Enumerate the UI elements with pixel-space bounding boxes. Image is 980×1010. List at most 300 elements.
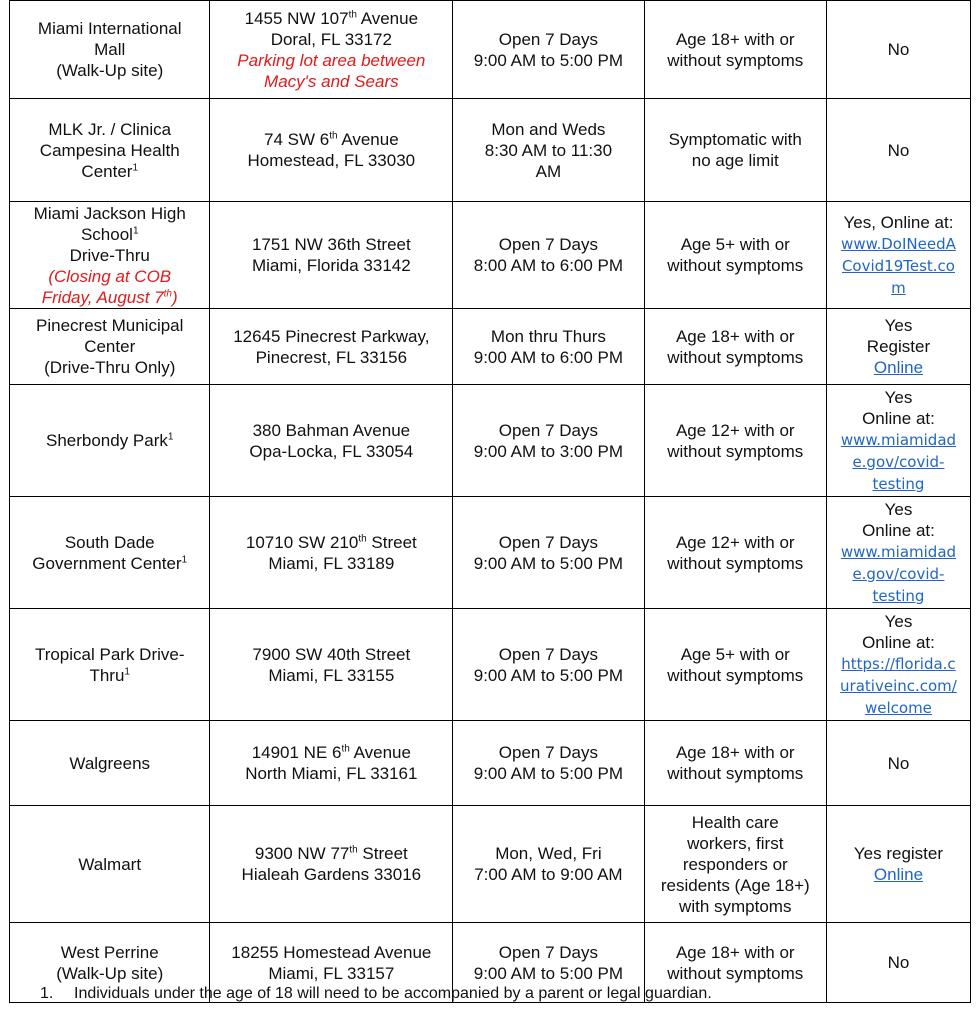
site-name-line xyxy=(14,245,205,266)
site-address-line xyxy=(214,326,448,347)
site-address-line xyxy=(214,8,448,29)
line-text: Campesina Health xyxy=(39,140,180,160)
line-text: Hialeah Gardens 33016 xyxy=(241,865,422,884)
superscript: 1 xyxy=(167,431,174,443)
site-name-cell xyxy=(10,385,210,497)
site-hours-cell xyxy=(453,385,644,497)
line-text: 14901 NE 6 xyxy=(251,743,342,762)
site-name-line xyxy=(14,430,205,451)
line-text: 7:00 AM to 9:00 AM xyxy=(474,865,623,884)
line-text: e.gov/covid- xyxy=(852,564,945,583)
line-text: Homestead, FL 33030 xyxy=(247,151,416,170)
line-text: Online at: xyxy=(862,520,935,540)
line-text: 18255 Homestead Avenue xyxy=(231,942,432,962)
line-text: testing xyxy=(872,474,925,493)
line-text: 12645 Pinecrest Parkway, xyxy=(233,326,430,346)
line-text: Symptomatic with xyxy=(668,130,802,149)
line-text: Yes xyxy=(884,499,913,519)
line-text: without symptoms xyxy=(667,347,804,367)
line-text: 9:00 AM to 5:00 PM xyxy=(473,50,624,70)
line-text: Miami Jackson High xyxy=(33,203,186,223)
site-eligibility-line xyxy=(649,326,822,347)
site-eligibility-line xyxy=(649,347,822,368)
line-text-suffix: Street xyxy=(366,532,417,552)
site-appointment-line xyxy=(831,843,966,864)
line-text: 9:00 AM to 6:00 PM xyxy=(473,347,624,367)
site-address-cell xyxy=(210,309,453,385)
registration-link[interactable] xyxy=(831,864,966,885)
line-text: Health care xyxy=(691,812,779,832)
site-hours-line xyxy=(457,763,639,784)
line-text: Mon and Weds xyxy=(491,119,606,139)
line-text: Government Center xyxy=(32,553,182,573)
superscript: th xyxy=(348,8,357,20)
superscript: th xyxy=(329,130,338,142)
line-text: Miami, FL 33157 xyxy=(268,963,395,983)
table-row xyxy=(10,385,971,497)
line-text: without symptoms xyxy=(667,665,804,685)
site-eligibility-line xyxy=(649,50,822,71)
line-text: Age 5+ with or xyxy=(680,644,790,664)
site-name-line xyxy=(14,753,205,774)
site-name-line xyxy=(14,287,205,308)
line-text: Age 12+ with or xyxy=(675,420,795,440)
site-name-line xyxy=(14,553,205,574)
site-hours-line xyxy=(457,532,639,553)
superscript: th xyxy=(163,287,172,299)
site-eligibility-cell xyxy=(644,385,826,497)
site-hours-line xyxy=(457,864,639,885)
registration-link[interactable] xyxy=(831,541,966,563)
table-row xyxy=(10,1,971,99)
site-eligibility-cell xyxy=(644,721,826,806)
site-hours-cell xyxy=(453,721,644,806)
line-text: 9:00 AM to 3:00 PM xyxy=(473,441,624,461)
line-text: welcome xyxy=(864,698,932,717)
site-eligibility-line xyxy=(649,665,822,686)
site-name-line xyxy=(14,119,205,140)
site-name-line xyxy=(14,942,205,963)
site-hours-cell xyxy=(453,309,644,385)
site-name-line xyxy=(14,854,205,875)
line-text: m xyxy=(891,278,906,297)
line-text: Yes xyxy=(884,316,913,335)
line-text: 9:00 AM to 5:00 PM xyxy=(473,553,624,573)
line-text: Pinecrest, FL 33156 xyxy=(255,347,408,367)
site-name-line xyxy=(14,266,205,287)
site-address-cell xyxy=(210,806,453,923)
line-text: www.DoINeedA xyxy=(841,234,956,253)
line-text: Open 7 Days xyxy=(498,532,599,552)
line-text: MLK Jr. / Clinica xyxy=(48,119,172,139)
line-text: Age 18+ with or xyxy=(675,29,795,49)
line-text: Online xyxy=(873,358,924,377)
registration-link[interactable] xyxy=(831,563,966,585)
site-hours-line xyxy=(457,255,639,276)
line-text: Covid19Test.co xyxy=(841,256,955,275)
registration-link[interactable] xyxy=(831,277,966,299)
table-row xyxy=(10,202,971,309)
line-text: Miami, FL 33189 xyxy=(268,553,395,573)
superscript: 1 xyxy=(124,665,130,677)
line-text: Walmart xyxy=(78,854,142,874)
table-row xyxy=(10,497,971,609)
line-text: No xyxy=(887,40,910,59)
site-address-line xyxy=(214,420,448,441)
line-text: Miami, FL 33155 xyxy=(268,665,395,685)
site-address-line xyxy=(214,255,448,276)
table-body xyxy=(10,1,971,1003)
site-address-line xyxy=(214,129,448,150)
site-appointment-cell xyxy=(826,202,970,309)
registration-link[interactable] xyxy=(831,473,966,495)
site-hours-cell xyxy=(453,806,644,923)
line-text: Center xyxy=(84,337,136,356)
line-text: Friday, August 7 xyxy=(41,287,164,307)
site-eligibility-line xyxy=(649,742,822,763)
site-appointment-line xyxy=(831,336,966,357)
site-eligibility-line xyxy=(649,441,822,462)
line-text: with symptoms xyxy=(679,896,792,916)
line-text: Yes xyxy=(884,387,913,407)
site-appointment-line xyxy=(831,408,966,429)
line-text: Age 18+ with or xyxy=(675,326,795,346)
line-text: Walgreens xyxy=(69,753,151,773)
line-text: no age limit xyxy=(691,151,779,170)
site-eligibility-line xyxy=(649,963,822,984)
site-eligibility-line xyxy=(649,812,822,833)
site-name-line xyxy=(14,18,205,39)
site-address-line xyxy=(214,441,448,462)
line-text: (Closing at COB xyxy=(48,266,172,286)
site-name-line xyxy=(14,665,205,686)
site-appointment-cell xyxy=(826,385,970,497)
registration-link[interactable] xyxy=(831,697,966,719)
line-text: Age 18+ with or xyxy=(675,743,795,762)
site-address-line xyxy=(214,942,448,963)
line-text: Open 7 Days xyxy=(498,235,599,254)
site-hours-line xyxy=(457,942,639,963)
site-name-line xyxy=(14,39,205,60)
line-text: Yes, Online at: xyxy=(843,212,954,232)
site-hours-cell xyxy=(453,1,644,99)
line-text: Online at: xyxy=(862,632,935,652)
site-name-line xyxy=(14,315,205,336)
line-text: Drive-Thru xyxy=(69,245,150,265)
site-eligibility-line xyxy=(649,553,822,574)
line-text: Age 12+ with or xyxy=(675,532,795,552)
line-text: 9:00 AM to 5:00 PM xyxy=(473,665,624,685)
line-text: Open 7 Days xyxy=(498,29,599,49)
registration-link[interactable] xyxy=(831,429,966,451)
site-appointment-line xyxy=(831,140,966,161)
registration-link[interactable] xyxy=(831,451,966,473)
site-name-line xyxy=(14,532,205,553)
superscript: th xyxy=(341,743,350,755)
table-row xyxy=(10,309,971,385)
line-text: Yes xyxy=(884,611,913,631)
line-text: Online at: xyxy=(862,408,935,428)
site-address-cell xyxy=(210,202,453,309)
site-eligibility-cell xyxy=(644,202,826,309)
line-text: Parking lot area between xyxy=(237,50,426,70)
site-appointment-cell xyxy=(826,806,970,923)
site-hours-line xyxy=(457,140,639,161)
table-row xyxy=(10,721,971,806)
line-text: 1751 NW 36th Street xyxy=(251,235,411,254)
registration-link[interactable] xyxy=(831,675,966,697)
line-text: No xyxy=(887,140,910,160)
footnote xyxy=(40,985,712,1003)
site-address-line xyxy=(214,864,448,885)
site-hours-cell xyxy=(453,99,644,202)
site-hours-cell xyxy=(453,497,644,609)
site-address-cell xyxy=(210,1,453,99)
line-text-suffix: Avenue xyxy=(349,743,411,762)
line-text-suffix: ) xyxy=(172,287,178,307)
line-text: 9:00 AM to 5:00 PM xyxy=(473,963,624,983)
site-address-cell xyxy=(210,609,453,721)
site-hours-line xyxy=(457,119,639,140)
site-eligibility-line xyxy=(649,420,822,441)
site-eligibility-line xyxy=(649,234,822,255)
site-appointment-line xyxy=(831,611,966,632)
line-text: Opa-Locka, FL 33054 xyxy=(249,441,414,461)
site-appointment-cell xyxy=(826,721,970,806)
site-name-line xyxy=(14,60,205,81)
site-appointment-cell xyxy=(826,309,970,385)
registration-link[interactable] xyxy=(831,585,966,607)
site-eligibility-line xyxy=(649,854,822,875)
line-text: Miami International xyxy=(37,19,182,38)
line-text: residents (Age 18+) xyxy=(660,875,810,895)
site-hours-line xyxy=(457,420,639,441)
site-name-cell xyxy=(10,609,210,721)
line-text: Register xyxy=(866,337,931,356)
site-eligibility-line xyxy=(649,644,822,665)
site-address-cell xyxy=(210,99,453,202)
registration-link[interactable] xyxy=(831,357,966,378)
line-text: No xyxy=(887,753,910,773)
site-address-line xyxy=(214,347,448,368)
site-name-line xyxy=(14,140,205,161)
line-text-suffix: Avenue xyxy=(337,130,399,149)
line-text: Mall xyxy=(94,40,126,59)
site-hours-line xyxy=(457,963,639,984)
site-appointment-line xyxy=(831,212,966,233)
site-appointment-cell xyxy=(826,1,970,99)
line-text: without symptoms xyxy=(667,963,804,983)
site-name-cell xyxy=(10,309,210,385)
superscript: 1 xyxy=(132,224,139,236)
superscript: 1 xyxy=(132,161,139,173)
line-text: No xyxy=(887,953,910,972)
site-address-line xyxy=(214,50,448,71)
line-text: (Walk-Up site) xyxy=(56,61,164,80)
site-appointment-line xyxy=(831,315,966,336)
line-text: (Drive-Thru Only) xyxy=(44,358,176,377)
site-hours-line xyxy=(457,234,639,255)
site-hours-line xyxy=(457,742,639,763)
site-hours-line xyxy=(457,326,639,347)
site-hours-line xyxy=(457,29,639,50)
site-address-line xyxy=(214,644,448,665)
line-text: Age 18+ with or xyxy=(675,942,795,962)
site-eligibility-line xyxy=(649,896,822,917)
site-eligibility-line xyxy=(649,255,822,276)
line-text: without symptoms xyxy=(667,50,804,70)
site-appointment-cell xyxy=(826,923,970,1003)
site-address-cell xyxy=(210,385,453,497)
line-text: (Walk-Up site) xyxy=(56,963,164,983)
site-appointment-line xyxy=(831,753,966,774)
line-text: www.miamidad xyxy=(840,542,957,561)
line-text: 7900 SW 40th Street xyxy=(252,644,411,664)
site-name-line xyxy=(14,203,205,224)
site-name-line xyxy=(14,161,205,182)
site-name-cell xyxy=(10,202,210,309)
site-address-cell xyxy=(210,497,453,609)
line-text: School xyxy=(80,224,133,244)
registration-link[interactable] xyxy=(831,255,966,277)
line-text: 8:30 AM to 11:30 xyxy=(484,140,613,160)
line-text: Open 7 Days xyxy=(498,743,599,762)
site-appointment-line xyxy=(831,632,966,653)
site-address-line xyxy=(214,150,448,171)
site-eligibility-line xyxy=(649,150,822,171)
site-hours-line xyxy=(457,50,639,71)
site-name-cell xyxy=(10,721,210,806)
table-row xyxy=(10,609,971,721)
superscript: th xyxy=(349,844,358,856)
site-eligibility-cell xyxy=(644,1,826,99)
line-text: Open 7 Days xyxy=(498,420,599,440)
site-address-line xyxy=(214,29,448,50)
site-appointment-line xyxy=(831,387,966,408)
line-text: Age 5+ with or xyxy=(680,235,790,254)
line-text: https://florida.c xyxy=(841,654,956,673)
site-address-line xyxy=(214,553,448,574)
site-eligibility-line xyxy=(649,875,822,896)
site-appointment-line xyxy=(831,39,966,60)
line-text: Mon, Wed, Fri xyxy=(495,844,602,863)
site-eligibility-cell xyxy=(644,497,826,609)
line-text: 380 Bahman Avenue xyxy=(252,420,411,440)
line-text: 8:00 AM to 6:00 PM xyxy=(473,256,624,275)
site-name-cell xyxy=(10,806,210,923)
site-appointment-cell xyxy=(826,497,970,609)
line-text: testing xyxy=(872,586,925,605)
site-eligibility-line xyxy=(649,532,822,553)
footnote-text: Individuals under the age of 18 will need to be accompanied by a parent or legal guardian. xyxy=(74,985,712,1002)
line-text: Tropical Park Drive- xyxy=(34,644,185,664)
line-text: 10710 SW 210 xyxy=(245,532,359,552)
line-text: 9300 NW 77 xyxy=(254,844,350,863)
site-name-line xyxy=(14,357,205,378)
registration-link[interactable] xyxy=(831,233,966,255)
line-text: AM xyxy=(535,161,562,181)
site-appointment-cell xyxy=(826,99,970,202)
line-text: workers, first xyxy=(687,833,784,853)
site-appointment-line xyxy=(831,520,966,541)
site-hours-line xyxy=(457,644,639,665)
site-eligibility-line xyxy=(649,763,822,784)
site-eligibility-cell xyxy=(644,806,826,923)
site-address-line xyxy=(214,234,448,255)
line-text: without symptoms xyxy=(667,553,804,573)
footnote-number: 1. xyxy=(40,985,54,1002)
line-text: 1455 NW 107 xyxy=(244,8,349,28)
superscript: 1 xyxy=(181,553,188,565)
site-hours-cell xyxy=(453,202,644,309)
line-text: without symptoms xyxy=(667,764,804,783)
line-text: Doral, FL 33172 xyxy=(270,29,392,49)
line-text: Yes register xyxy=(853,844,944,863)
site-name-cell xyxy=(10,497,210,609)
line-text: North Miami, FL 33161 xyxy=(245,764,418,783)
site-name-cell xyxy=(10,1,210,99)
site-eligibility-line xyxy=(649,129,822,150)
site-eligibility-cell xyxy=(644,309,826,385)
site-name-line xyxy=(14,336,205,357)
table-row xyxy=(10,99,971,202)
site-address-line xyxy=(214,843,448,864)
line-text: 9:00 AM to 5:00 PM xyxy=(473,764,624,783)
testing-sites-table xyxy=(9,0,971,1003)
line-text-suffix: Avenue xyxy=(356,8,419,28)
site-hours-cell xyxy=(453,609,644,721)
site-address-line xyxy=(214,742,448,763)
line-text: Mon thru Thurs xyxy=(490,326,606,346)
site-appointment-line xyxy=(831,952,966,973)
site-name-cell xyxy=(10,99,210,202)
registration-link[interactable] xyxy=(831,653,966,675)
line-text: e.gov/covid- xyxy=(852,452,945,471)
site-address-line xyxy=(214,963,448,984)
line-text: Online xyxy=(873,865,924,884)
site-hours-line xyxy=(457,665,639,686)
line-text: Pinecrest Municipal xyxy=(36,316,184,335)
site-hours-line xyxy=(457,843,639,864)
line-text: www.miamidad xyxy=(840,430,957,449)
line-text: Miami, Florida 33142 xyxy=(251,256,411,275)
site-address-line xyxy=(214,665,448,686)
line-text: South Dade xyxy=(64,532,155,552)
site-address-line xyxy=(214,763,448,784)
site-address-line xyxy=(214,71,448,92)
line-text: Open 7 Days xyxy=(498,644,599,664)
site-hours-line xyxy=(457,347,639,368)
line-text: Center xyxy=(81,161,133,181)
site-eligibility-line xyxy=(649,29,822,50)
site-name-line xyxy=(14,224,205,245)
line-text: responders or xyxy=(682,854,788,874)
table-row xyxy=(10,806,971,923)
superscript: th xyxy=(358,532,367,544)
site-name-line xyxy=(14,963,205,984)
site-eligibility-cell xyxy=(644,99,826,202)
line-text: Thru xyxy=(89,665,125,685)
site-name-line xyxy=(14,644,205,665)
line-text: without symptoms xyxy=(667,256,804,275)
line-text: Sherbondy Park xyxy=(45,431,168,450)
site-hours-line xyxy=(457,441,639,462)
site-hours-line xyxy=(457,161,639,182)
site-address-line xyxy=(214,532,448,553)
line-text-suffix: Street xyxy=(357,844,408,863)
site-eligibility-line xyxy=(649,942,822,963)
line-text: Open 7 Days xyxy=(498,942,599,962)
